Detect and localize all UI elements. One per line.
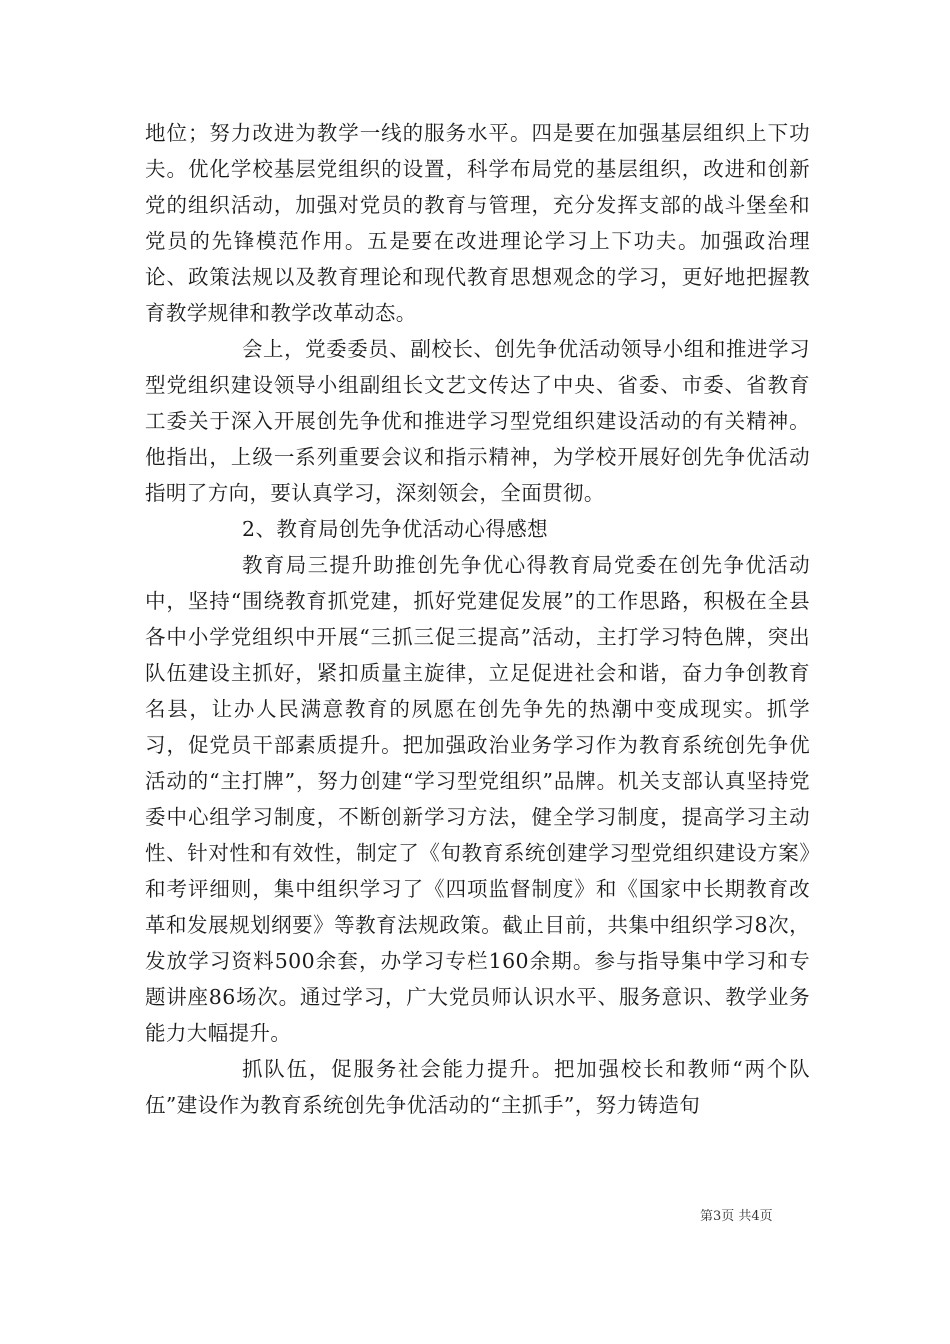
page-number-footer: 第3页 共4页 [700, 1209, 773, 1224]
section-heading: 2、教育局创先争优活动心得感想 [242, 517, 549, 541]
paragraph-2: 会上，党委委员、副校长、创先争优活动领导小组和推进学习型党组织建设领导小组副组长文艺文传达了中央、省委、市委、省教育工委关于深入开展创先争优和推进学习型党组织建设活动的有关精神。他指出，上级一系列重要会议和指示精神，为学校开展好创先争优活动指明了方向，要认真学习，深刻领会，全面贯彻。 [145, 337, 810, 505]
paragraph-4: 抓队伍，促服务社会能力提升。把加强校长和教师“两个队伍”建设作为教育系统创先争优活动的“主抓手”，努力铸造旬 [145, 1057, 810, 1117]
paragraph-3: 教育局三提升助推创先争优心得教育局党委在创先争优活动中，坚持“围绕教育抓党建，抓好党建促发展”的工作思路，积极在全县各中小学党组织中开展“三抓三促三提高”活动，主打学习特色牌，突出队伍建设主抓好，紧扣质量主旋律，立足促进社会和谐，奋力争创教育名县，让办人民满意教育的夙愿在创先争先的热潮中变成现实。抓学习，促党员干部素质提升。把加强政治业务学习作为教育系统创先争优活动的“主打牌”，努力创建“学习型党组织”品牌。机关支部认真坚持党委中心组学习制度，不断创新学习方法，健全学习制度，提高学习主动性、针对性和有效性，制定了《旬教育系统创建学习型党组织建设方案》和考评细则，集中组织学习了《四项监督制度》和《国家中长期教育改革和发展规划纲要》等教育法规政策。截止目前，共集中组织学习8次，发放学习资料500余套，办学习专栏160余期。参与指导集中学习和专题讲座86场次。通过学习，广大党员师认识水平、服务意识、教学业务能力大幅提升。 [145, 553, 810, 1045]
document-body [145, 115, 810, 1123]
paragraph-1: 地位；努力改进为教学一线的服务水平。四是要在加强基层组织上下功夫。优化学校基层党组织的设置，科学布局党的基层组织，改进和创新党的组织活动，加强对党员的教育与管理，充分发挥支部的战斗堡垒和党员的先锋模范作用。五是要在改进理论学习上下功夫。加强政治理论、政策法规以及教育理论和现代教育思想观念的学习，更好地把握教育教学规律和教学改革动态。 [145, 121, 810, 325]
